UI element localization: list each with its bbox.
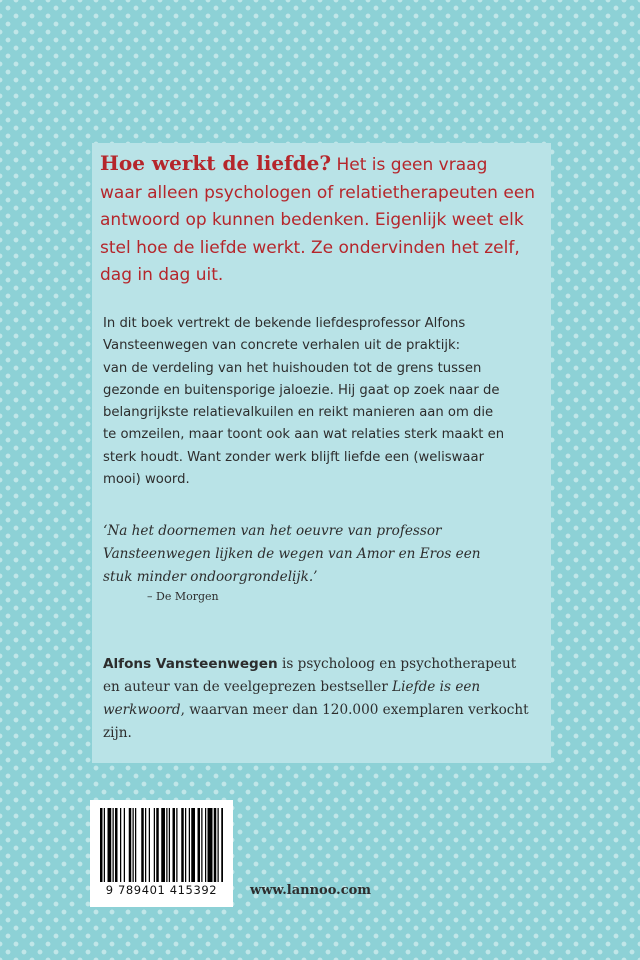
barcode [90, 800, 233, 907]
bio-line-3-rest: , waarvan meer dan 120.000 exemplaren verkocht [180, 702, 529, 718]
bio-line-1 [103, 653, 543, 676]
intro-paragraph [100, 150, 545, 290]
quote-line: Vansteenwegen lijken de wegen van Amor en Eros een [103, 546, 481, 562]
description-line: belangrijkste relatievalkuilen en reikt manieren aan om die [103, 405, 494, 421]
quote-line: stuk minder ondoorgrondelijk.’ [103, 569, 318, 585]
description-line: In dit boek vertrekt de bekende liefdesprofessor Alfons [103, 316, 466, 331]
bio-line-3 [103, 699, 543, 722]
intro-line-4: stel hoe de liefde werkt. Ze ondervinden het zelf, [100, 237, 520, 258]
bio-line-4: zijn. [103, 725, 132, 741]
intro-lead: Hoe werkt de liefde? [100, 151, 332, 175]
author-bio [103, 653, 543, 745]
review-quote [103, 520, 543, 589]
book-title-part-1: Liefde is een [392, 679, 481, 695]
intro-line-1-rest: Het is geen vraag [331, 155, 488, 175]
bio-line-2 [103, 676, 543, 699]
barcode-bars [100, 808, 223, 882]
description-line: te omzeilen, maar toont ook aan wat relaties sterk maakt en [103, 427, 505, 443]
description-line: gezonde en buitensporige jaloezie. Hij gaat op zoek naar de [103, 382, 500, 398]
intro-line-2: waar alleen psychologen of relatietherapeuten een [100, 182, 536, 203]
intro-line-3: antwoord op kunnen bedenken. Eigenlijk weet elk [100, 210, 524, 230]
intro-line-5: dag in dag uit. [100, 265, 224, 285]
description-line: mooi) woord. [103, 472, 190, 488]
isbn-number: 9 789401 415392 [105, 883, 218, 897]
description-line: van de verdeling van het huishouden tot de grens tussen [103, 360, 482, 376]
quote-line: ‘Na het doornemen van het oeuvre van professor [103, 523, 442, 539]
intro-line-1 [100, 150, 545, 180]
description-paragraph [103, 313, 543, 491]
book-title-part-2: werkwoord [103, 702, 181, 718]
bio-line-2-text: en auteur van de veelgeprezen bestseller [103, 679, 393, 695]
quote-attribution: – De Morgen [147, 590, 219, 603]
author-name: Alfons Vansteenwegen [103, 656, 278, 672]
publisher-url[interactable]: www.lannoo.com [250, 883, 372, 898]
description-line: sterk houdt. Want zonder werk blijft liefde een (weliswaar [103, 449, 484, 465]
bio-line-1-rest: is psycholoog en psychotherapeut [277, 656, 517, 672]
description-line: Vansteenwegen van concrete verhalen uit de praktijk: [103, 338, 461, 354]
